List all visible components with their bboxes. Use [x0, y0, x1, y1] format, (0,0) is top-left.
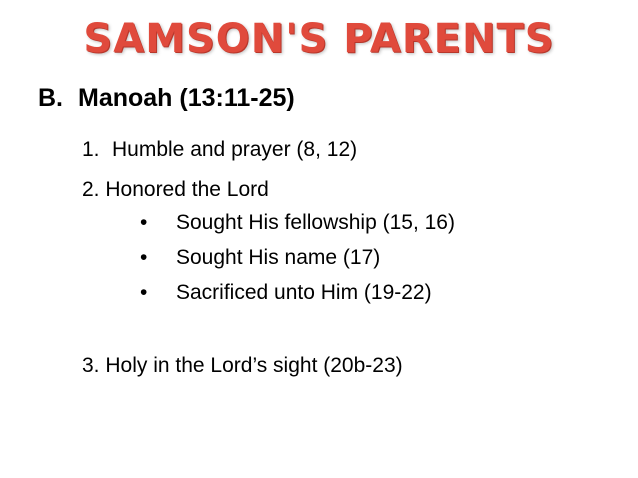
- list-item-number: 1.: [82, 138, 100, 161]
- section-heading: [38, 84, 295, 113]
- section-letter: B.: [38, 84, 63, 112]
- list-item-text: Humble and prayer (8, 12): [112, 138, 358, 161]
- slide-title: SAMSON'S PARENTS: [83, 16, 555, 62]
- list-item-3: [82, 354, 403, 378]
- bullet-icon: •: [140, 211, 148, 234]
- sub-bullet-2: [140, 246, 380, 270]
- bullet-icon: •: [140, 246, 148, 269]
- bullet-icon: •: [140, 281, 148, 304]
- list-item-text: Holy in the Lord’s sight (20b-23): [105, 354, 403, 377]
- section-heading-text: Manoah (13:11-25): [78, 84, 295, 112]
- list-item-number: 2.: [82, 178, 100, 201]
- list-item-2: [82, 178, 269, 202]
- sub-bullet-text: Sacrificed unto Him (19-22): [176, 281, 432, 304]
- list-item-number: 3.: [82, 354, 100, 377]
- list-item-text: Honored the Lord: [105, 178, 269, 201]
- sub-bullet-1: [140, 211, 455, 235]
- list-item-1: [82, 138, 357, 162]
- sub-bullet-3: [140, 281, 432, 305]
- sub-bullet-text: Sought His fellowship (15, 16): [176, 211, 455, 234]
- sub-bullet-text: Sought His name (17): [176, 246, 381, 269]
